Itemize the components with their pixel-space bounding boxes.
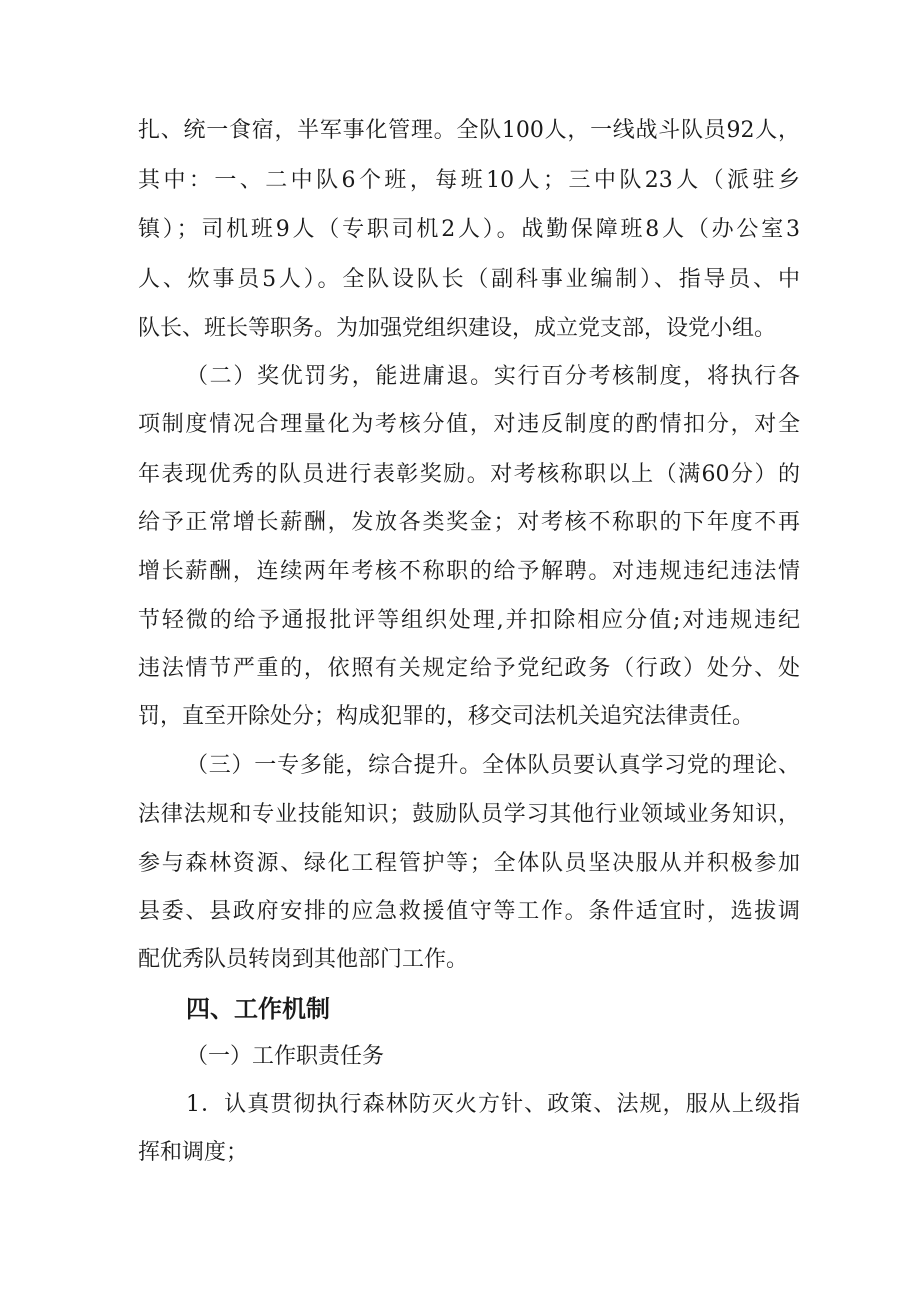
- item-1-line-2: 挥和调度；: [138, 1140, 249, 1165]
- paragraph-3-line-3: 参与森林资源、绿化工程管护等；全体队员坚决服从并积极参加: [138, 851, 800, 876]
- paragraph-2-line-4: 给予正常增长薪酬，发放各类奖金；对考核不称职的下年度不再: [138, 510, 800, 535]
- section-heading: 四、工作机制: [186, 995, 330, 1023]
- paragraph-2-line-7: 违法情节严重的，依照有关规定给予党纪政务（行政）处分、处: [138, 656, 800, 681]
- paragraph-1-line-2: 其中：一、二中队6个班，每班10人；三中队23人（派驻乡: [138, 168, 800, 193]
- paragraph-3-line-4: 县委、县政府安排的应急救援值守等工作。条件适宜时，选拔调: [138, 899, 800, 924]
- paragraph-3-line-1: （三）一专多能，综合提升。全体队员要认真学习党的理论、: [186, 753, 800, 778]
- paragraph-1-line-1: 扎、统一食宿，半军事化管理。全队100人，一线战斗队员92人，: [138, 118, 800, 143]
- paragraph-3-line-5: 配优秀队员转岗到其他部门工作。: [138, 947, 469, 972]
- paragraph-2-line-1: （二）奖优罚劣，能进庸退。实行百分考核制度，将执行各: [186, 364, 800, 389]
- paragraph-1-line-5: 队长、班长等职务。为加强党组织建设，成立党支部，设党小组。: [138, 316, 777, 341]
- paragraph-2-line-5: 增长薪酬，连续两年考核不称职的给予解聘。对违规违纪违法情: [138, 559, 800, 584]
- item-1-line-1: 1．认真贯彻执行森林防灭火方针、政策、法规，服从上级指: [186, 1092, 800, 1117]
- paragraph-2-line-3: 年表现优秀的队员进行表彰奖励。对考核称职以上（满60分）的: [138, 462, 800, 487]
- subsection-heading: （一）工作职责任务: [186, 1044, 385, 1069]
- paragraph-1-line-3: 镇）；司机班9人（专职司机2人）。战勤保障班8人（办公室3: [138, 217, 800, 242]
- paragraph-1-line-4: 人、炊事员5人）。全队设队长（副科事业编制）、指导员、中: [138, 267, 800, 292]
- paragraph-2-line-8: 罚，直至开除处分；构成犯罪的，移交司法机关追究法律责任。: [138, 704, 755, 729]
- paragraph-2-line-6: 节轻微的给予通报批评等组织处理,并扣除相应分值;对违规违纪: [138, 608, 800, 633]
- paragraph-2-line-2: 项制度情况合理量化为考核分值，对违反制度的酌情扣分，对全: [138, 412, 800, 437]
- paragraph-3-line-2: 法律法规和专业技能知识；鼓励队员学习其他行业领域业务知识，: [138, 802, 800, 827]
